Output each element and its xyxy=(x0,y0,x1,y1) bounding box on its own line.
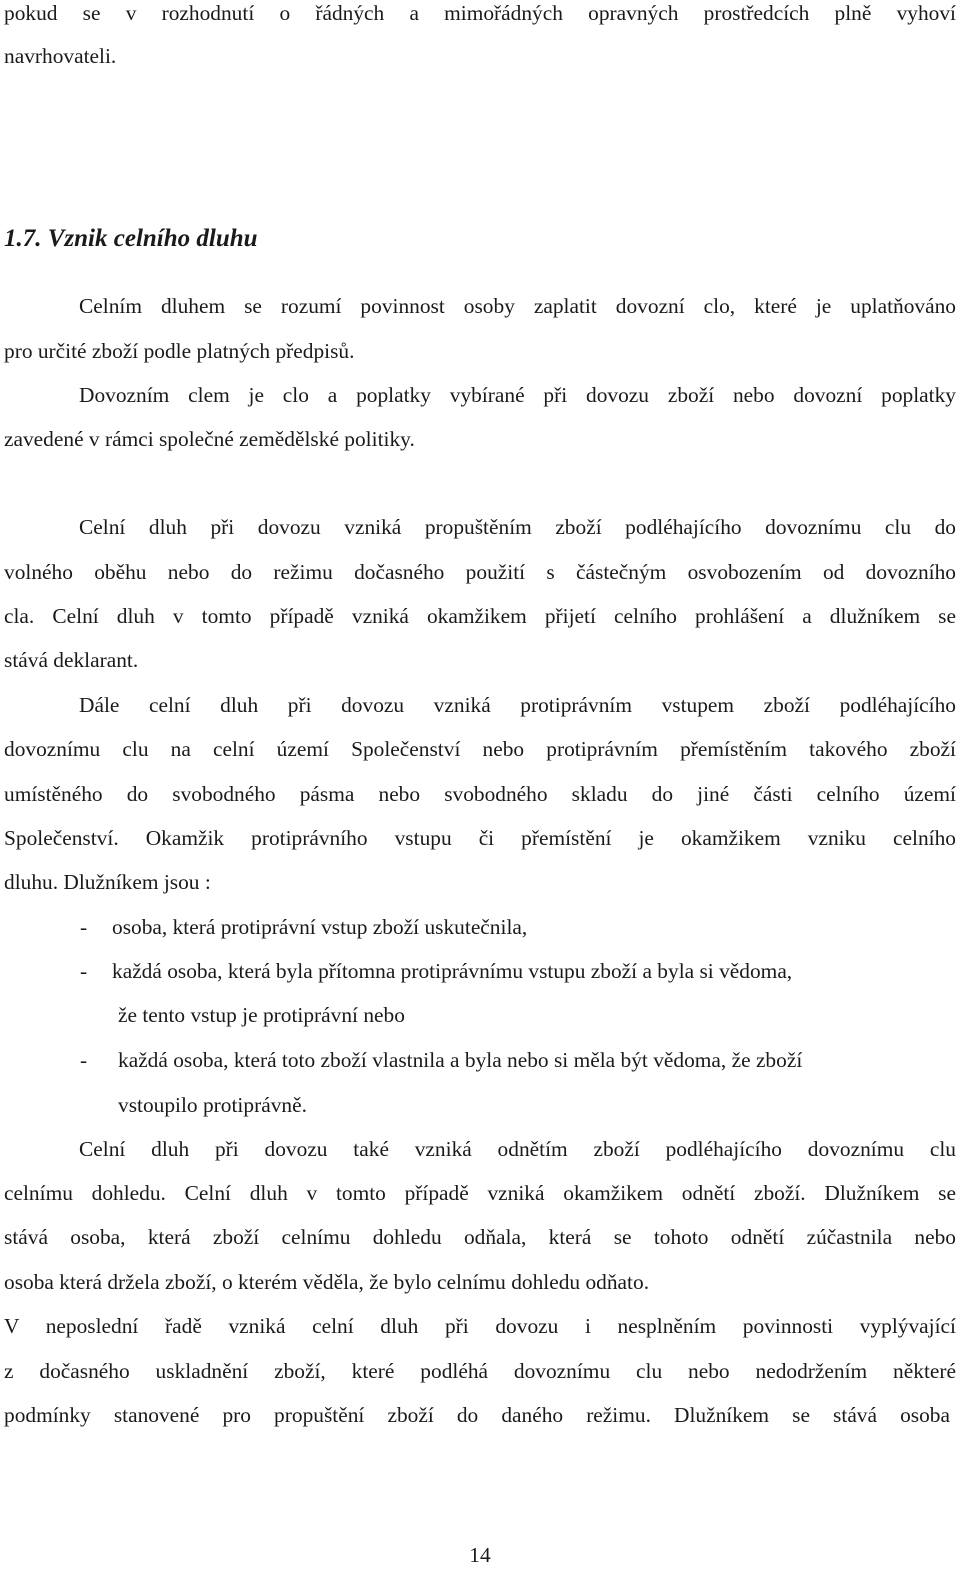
text-line: Dovozním clem je clo a poplatky vybírané při dovozu zboží nebo dovozní poplatky xyxy=(79,383,956,407)
text-line: stává osoba, která zboží celnímu dohledu odňala, která se tohoto odnětí zúčastnila nebo xyxy=(4,1225,956,1249)
section-heading: 1.7. Vznik celního dluhu xyxy=(4,225,258,252)
text-line: Celním dluhem se rozumí povinnost osoby zaplatit dovozní clo, které je uplatňováno xyxy=(79,294,956,318)
list-item-text: každá osoba, která byla přítomna protiprávnímu vstupu zboží a byla si vědoma, xyxy=(112,959,793,983)
list-item-text: každá osoba, která toto zboží vlastnila a byla nebo si měla být vědoma, že zboží xyxy=(118,1048,803,1072)
text-line: z dočasného uskladnění zboží, které podléhá dovoznímu clu nebo nedodržením některé xyxy=(4,1359,956,1383)
text-line: cla. Celní dluh v tomto případě vzniká okamžikem přijetí celního prohlášení a dlužníkem se xyxy=(4,604,956,628)
text-line: Celní dluh při dovozu také vzniká odnětím zboží podléhajícího dovoznímu clu xyxy=(79,1137,956,1161)
text-line: pro určité zboží podle platných předpisů. xyxy=(4,339,355,363)
list-item-continuation: že tento vstup je protiprávní nebo xyxy=(118,1003,405,1027)
text-line: dluhu. Dlužníkem jsou : xyxy=(4,870,211,894)
text-line: osoba která držela zboží, o kterém věděla, že bylo celnímu dohledu odňato. xyxy=(4,1270,650,1294)
list-item-text: osoba, která protiprávní vstup zboží uskutečnila, xyxy=(112,915,528,939)
text-line: zavedené v rámci společné zemědělské politiky. xyxy=(4,427,415,451)
bullet-dash: - xyxy=(80,915,88,939)
bullet-dash: - xyxy=(80,1048,88,1072)
text-line: podmínky stanovené pro propuštění zboží do daného režimu. Dlužníkem se stává osoba xyxy=(4,1403,950,1427)
text-line: Dále celní dluh při dovozu vzniká protiprávním vstupem zboží podléhajícího xyxy=(79,693,956,717)
text-line: Celní dluh při dovozu vzniká propuštěním zboží podléhajícího dovoznímu clu do xyxy=(79,515,956,539)
text-line: Společenství. Okamžik protiprávního vstupu či přemístění je okamžikem vzniku celního xyxy=(4,826,956,850)
text-line: navrhovateli. xyxy=(4,44,117,68)
text-line: celnímu dohledu. Celní dluh v tomto případě vzniká okamžikem odnětí zboží. Dlužníkem se xyxy=(4,1181,956,1205)
text-line: volného oběhu nebo do režimu dočasného použití s částečným osvobozením od dovozního xyxy=(4,560,956,584)
bullet-dash: - xyxy=(80,959,88,983)
text-line: dovoznímu clu na celní území Společenství nebo protiprávním přemístěním takového zboží xyxy=(4,737,956,761)
text-line: pokud se v rozhodnutí o řádných a mimořádných opravných prostředcích plně vyhoví xyxy=(4,1,956,25)
text-line: V neposlední řadě vzniká celní dluh při dovozu i nesplněním povinnosti vyplývající xyxy=(4,1314,956,1338)
page-number: 14 xyxy=(469,1543,491,1567)
text-line: stává deklarant. xyxy=(4,648,139,672)
text-line: umístěného do svobodného pásma nebo svobodného skladu do jiné části celního území xyxy=(4,782,956,806)
list-item-continuation: vstoupilo protiprávně. xyxy=(118,1093,307,1117)
